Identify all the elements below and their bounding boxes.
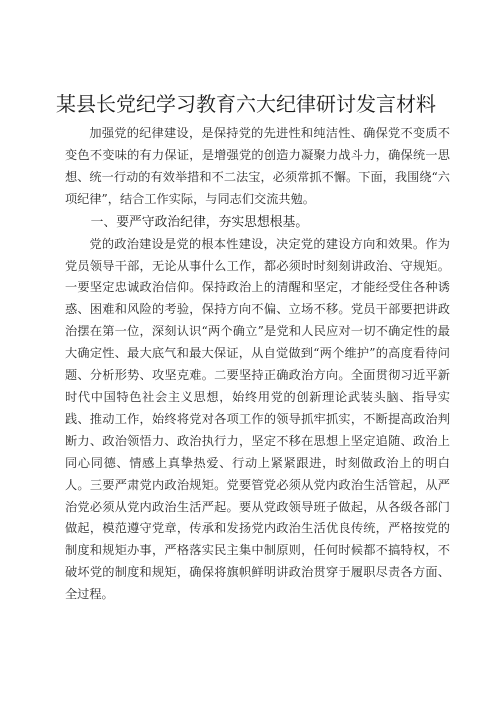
document-body	[65, 123, 450, 606]
intro-paragraph: 加强党的纪律建设，是保持党的先进性和纯洁性、确保党不变质不变色不变味的有力保证，是增强党的创造力凝聚力战斗力，确保统一思想、统一行动的有效举措和不二法宝，必须常抓不懈。下面，我围绕“六项纪律”，结合工作实际，与同志们交流共勉。	[65, 126, 450, 206]
section-paragraph: 党的政治建设是党的根本性建设，决定党的建设方向和效果。作为党员领导干部，无论从事什么工作，都必须时时刻刻讲政治、守规矩。一要坚定忠诚政治信仰。保持政治上的清醒和坚定，才能经受住各种诱惑、困难和风险的考验，保持方向不偏、立场不移。党员干部要把讲政治摆在第一位，深刻认识“两个确立”是党和人民应对一切不确定性的最大确定性、最大底气和最大保证，从自觉做到“两个维护”的高度看待问题、分析形势、攻坚克难。二要坚持正确政治方向。全面贯彻习近平新时代中国特色社会主义思想，始终用党的创新理论武装头脑、指导实践、推动工作，始终将党对各项工作的领导抓牢抓实，不断提高政治判断力、政治领悟力、政治执行力，坚定不移在思想上坚定追随、政治上同心同德、情感上真挚热爱、行动上紧紧跟进，时刻做政治上的明白人。三要严肃党内政治规矩。党要管党必须从党内政治生活管起，从严治党必须从党内政治生活严起。要从党政领导班子做起，从各级各部门做起，模范遵守党章，传承和发扬党内政治生活优良传统，严格按党的制度和规矩办事，严格落实民主集中制原则，任何时候都不搞特权，不破坏党的制度和规矩，确保将旗帜鲜明讲政治贯穿于履职尽责各方面、全过程。	[65, 236, 450, 602]
section-heading: 一、要严守政治纪律，夯实思想根基。	[90, 214, 309, 230]
document-title: 某县长党纪学习教育六大纪律研讨发言材料	[56, 92, 436, 116]
